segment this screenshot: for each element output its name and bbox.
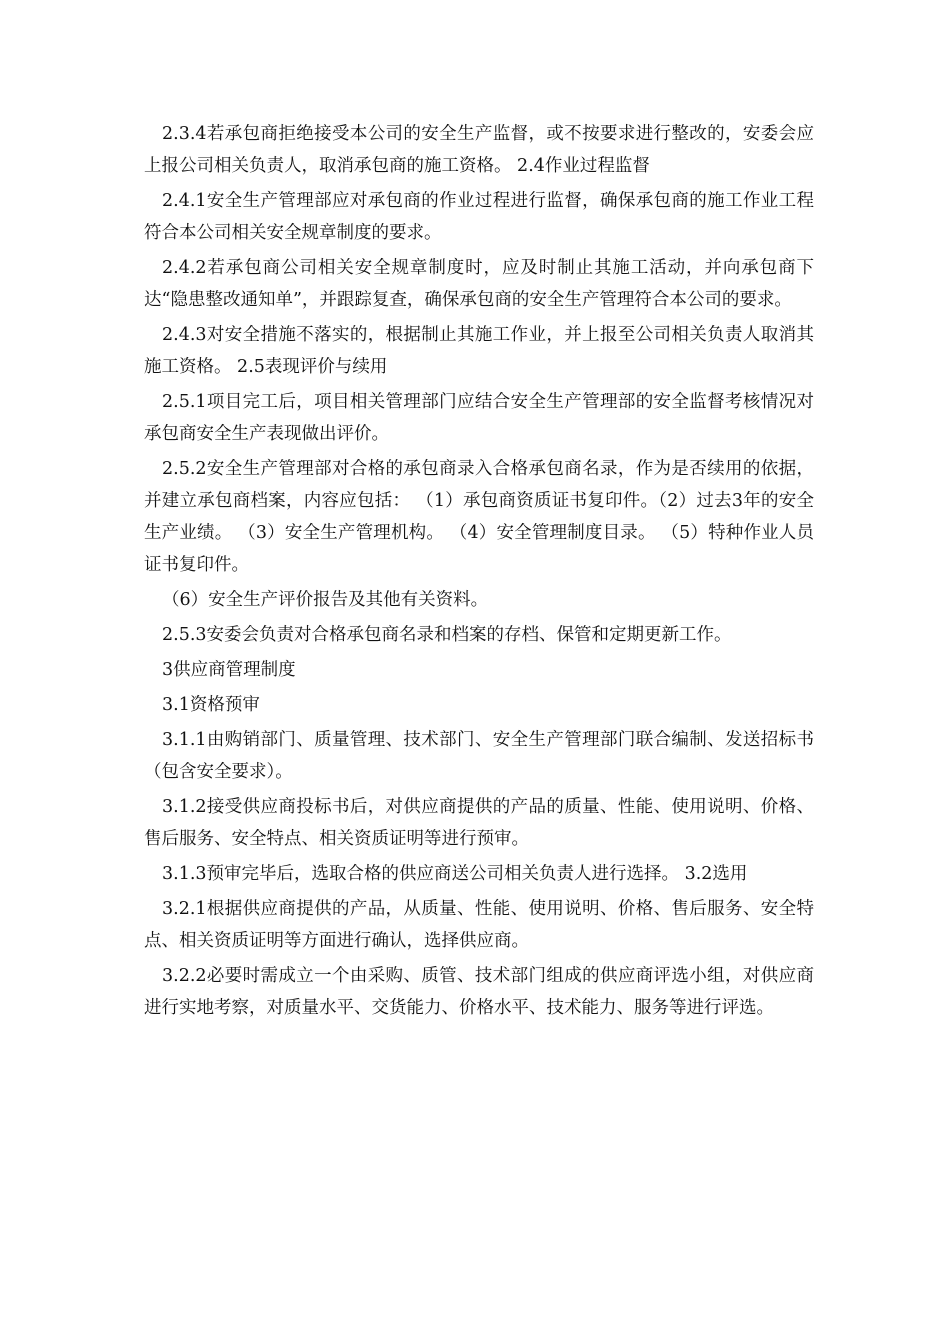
- section-heading-3: 3供应商管理制度: [162, 660, 296, 680]
- paragraph-2-5-3: 2.5.3安委会负责对合格承包商名录和档案的存档、保管和定期更新工作。: [162, 625, 732, 645]
- paragraph-2-5-2-item-6: （6）安全生产评价报告及其他有关资料。: [162, 590, 489, 610]
- paragraph-3-2-1: 3.2.1根据供应商提供的产品，从质量、性能、使用说明、价格、售后服务、安全特点、相关资质证明等方面进行确认，选择供应商。: [144, 899, 814, 951]
- paragraph-2-3-4: 2.3.4若承包商拒绝接受本公司的安全生产监督，或不按要求进行整改的，安委会应上报公司相关负责人，取消承包商的施工资格。 2.4作业过程监督: [144, 124, 814, 176]
- paragraph-2-4-3: 2.4.3对安全措施不落实的，根据制止其施工作业，并上报至公司相关负责人取消其施工资格。 2.5表现评价与续用: [144, 325, 814, 377]
- document-body: [144, 118, 814, 1027]
- paragraph-2-4-1: 2.4.1安全生产管理部应对承包商的作业过程进行监督，确保承包商的施工作业工程符合本公司相关安全规章制度的要求。: [144, 191, 814, 243]
- paragraph-3-2-2: 3.2.2必要时需成立一个由采购、质管、技术部门组成的供应商评选小组，对供应商进行实地考察，对质量水平、交货能力、价格水平、技术能力、服务等进行评选。: [144, 966, 814, 1018]
- paragraph-2-4-2: 2.4.2若承包商公司相关安全规章制度时，应及时制止其施工活动，并向承包商下达“隐患整改通知单”，并跟踪复查，确保承包商的安全生产管理符合本公司的要求。: [144, 258, 814, 310]
- paragraph-2-5-1: 2.5.1项目完工后，项目相关管理部门应结合安全生产管理部的安全监督考核情况对承包商安全生产表现做出评价。: [144, 392, 814, 444]
- paragraph-3-1-1: 3.1.1由购销部门、质量管理、技术部门、安全生产管理部门联合编制、发送招标书（包含安全要求）。: [144, 730, 814, 782]
- paragraph-3-1-3: 3.1.3预审完毕后，选取合格的供应商送公司相关负责人进行选择。 3.2选用: [162, 864, 748, 884]
- paragraph-2-5-2: 2.5.2安全生产管理部对合格的承包商录入合格承包商名录，作为是否续用的依据，并建立承包商档案，内容应包括： （1）承包商资质证书复印件。（2）过去3年的安全生产业绩。 （3）安全生产管理机构。 （4）安全管理制度目录。 （5）特种作业人员证书复印件。: [144, 459, 814, 575]
- section-heading-3-1: 3.1资格预审: [162, 695, 260, 715]
- paragraph-3-1-2: 3.1.2接受供应商投标书后，对供应商提供的产品的质量、性能、使用说明、价格、售后服务、安全特点、相关资质证明等进行预审。: [144, 797, 814, 849]
